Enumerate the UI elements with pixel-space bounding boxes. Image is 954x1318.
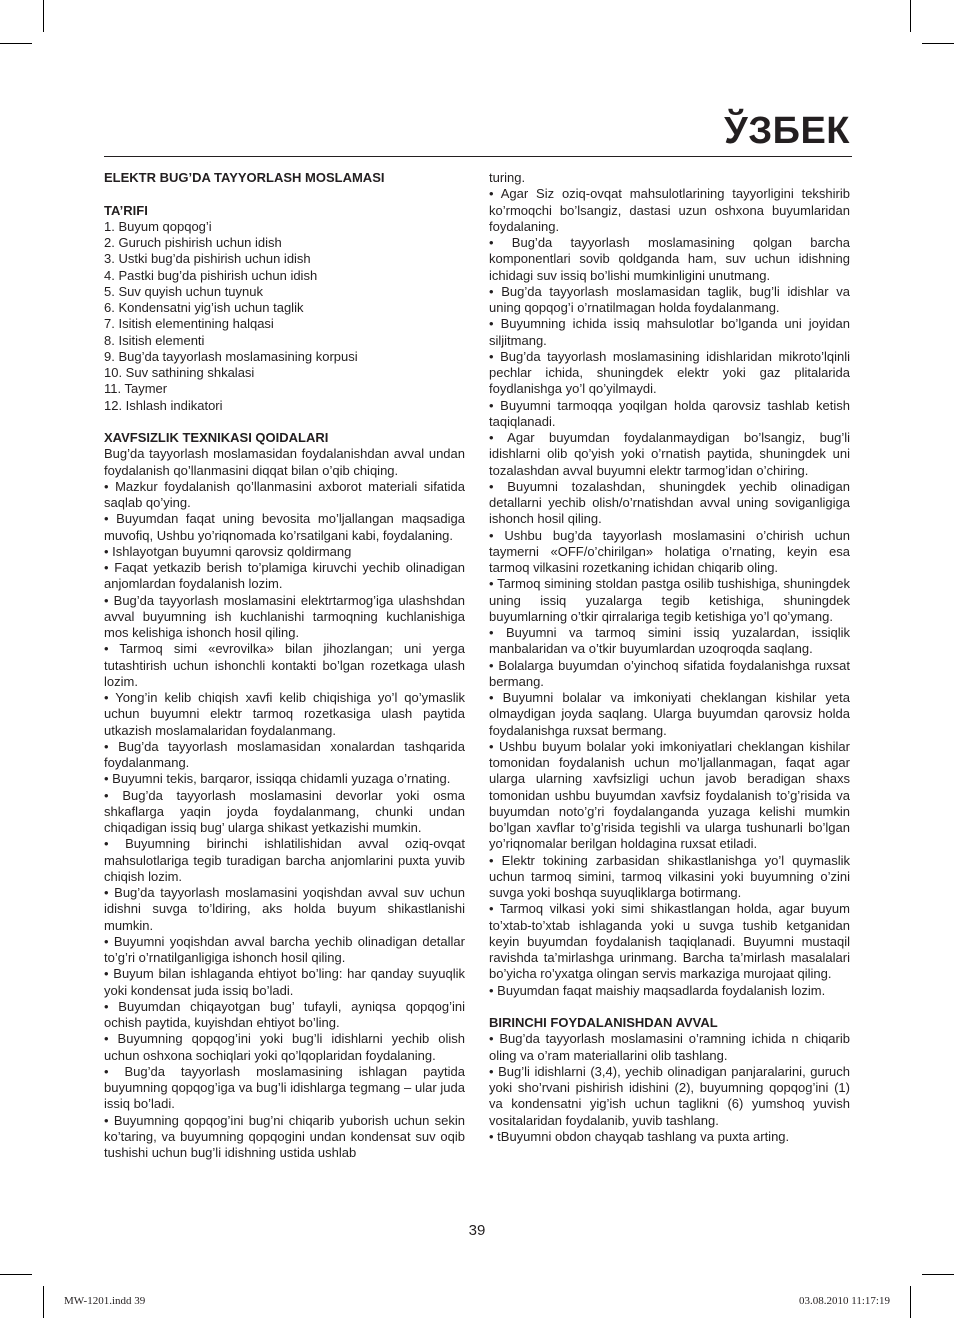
safety-paragraph: • Bug’da tayyorlash moslamasini elektrtarmog’iga ulashshdan avval buyumning ish kuchlanishi tarmoqning kuchlanishiga mos kelishiga ishonch hosil qiling. bbox=[104, 592, 465, 640]
footer-datetime: 03.08.2010 11:17:19 bbox=[799, 1295, 890, 1307]
safety-paragraph: • Buyumni bolalar va imkoniyati cheklangan kishilar yeta olmaydigan joyda saqlang. Ularga buyumdan qarovsiz holda foydalanishga ruxsat bermang. bbox=[489, 690, 850, 738]
safety-paragraph: • Tarmoq simi «evrovilka» bilan jihozlangan; uni yerga tutashtirish uchun ishonchli kontakti bo’lgan rozetkaga ulash lozim. bbox=[104, 641, 465, 689]
crop-mark-bl-h bbox=[0, 1274, 32, 1275]
section-heading-safety: XAVFSIZLIK TEXNIKASI QOIDALARI bbox=[104, 430, 329, 445]
first-use-paragraph: • Bug’da tayyorlash moslamasini o’ramning ichida n chiqarib oling va o’ram materiallarini olib tashlang. bbox=[489, 1031, 850, 1063]
parts-list-item: 11. Taymer bbox=[104, 381, 168, 397]
safety-paragraph: • Bug’da tayyorlash moslamasini devorlar yoki osma shkaflarga yaqin joyda foydalanmang, chunki undan chiqadigan issiq bug’ ularga shikast yetkazishi mumkin. bbox=[104, 787, 465, 835]
safety-paragraph: • Bolalarga buyumdan o’yinchoq sifatida foydalanishga ruxsat bermang. bbox=[489, 657, 850, 689]
safety-paragraph: • Bug’da tayyorlash moslamasidan xonalardan tashqarida foydalanmang. bbox=[104, 738, 465, 770]
parts-list-item: 9. Bug’da tayyorlash moslamasining korpusi bbox=[104, 348, 358, 364]
right-column bbox=[489, 170, 850, 1145]
left-column bbox=[104, 170, 465, 1161]
safety-paragraph: • Bug’da tayyorlash moslamasidan taglik, bug’li idishlar va uning qopqog’i o’rnatilmagan holda foydalanmang. bbox=[489, 283, 850, 315]
safety-paragraph: • Faqat yetkazib berish to’plamiga kiruvchi yechib olinadigan anjomlardan foydalanish lozim. bbox=[104, 560, 465, 592]
safety-paragraph: • Elektr tokining zarbasidan shikastlanishga yo’l quymaslik uchun tarmoq simini, tarmoq vilkasini yoki buyumning o’zini suvga yoki boshqa suyuqliklarga botirmang. bbox=[489, 852, 850, 900]
crop-mark-br-v bbox=[910, 1286, 911, 1318]
title-rule bbox=[104, 156, 852, 157]
safety-paragraph: • Buyumning ichida issiq mahsulotlar bo’lganda uni joyidan siljitmang. bbox=[489, 316, 850, 348]
safety-paragraph: Bug’da tayyorlash moslamasidan foydalanishdan avval undan foydalanish qo’llanmasini diqqat bilan o’qib chiqing. bbox=[104, 446, 465, 478]
crop-mark-tl-v bbox=[43, 0, 44, 32]
crop-mark-tl-h bbox=[0, 43, 32, 44]
footer-file-info: MW-1201.indd 39 bbox=[64, 1295, 146, 1307]
parts-list-item: 2. Guruch pishirish uchun idish bbox=[104, 235, 282, 250]
safety-paragraph: • Ushbu bug’da tayyorlash moslamasini o’chirish uchun taymerni «OFF/o’chirilgan» holatiga o’rnating, keyin esa tarmoq vilkasini rozetkaning ichidan chiqarib oling. bbox=[489, 527, 850, 575]
parts-list-item: 7. Isitish elementining halqasi bbox=[104, 316, 274, 332]
first-use-paragraph: • tBuyumni obdon chayqab tashlang va puxta arting. bbox=[489, 1128, 790, 1144]
crop-mark-tr-h bbox=[922, 43, 954, 44]
safety-paragraph: • Buyumning qopqog’ini yoki bug’li idishlarni yechib olish uchun oshxona sochiqlari yoki qo’lqoplaridan foydalaning. bbox=[104, 1031, 465, 1063]
safety-paragraph: • Agar Siz oziq-ovqat mahsulotlarining tayyorligini tekshirib ko’rmoqchi bo’lsangiz, dastasi uzun oshxona buyumlaridan foydalaning. bbox=[489, 186, 850, 234]
parts-list bbox=[104, 219, 465, 414]
section-heading-main: ELEKTR BUG’DA TAYYORLASH MOSLAMASI bbox=[104, 170, 385, 185]
parts-list-item: 3. Ustki bug’da pishirish uchun idish bbox=[104, 251, 311, 267]
safety-paragraph: • Bug’da tayyorlash moslamasini yoqishdan avval suv uchun idishni suvga to’ldiring, aks holda buyum shikastlanishi mumkin. bbox=[104, 885, 465, 933]
safety-paragraph: • Buyumning birinchi ishlatilishidan avval oziq-ovqat mahsulotlariga tegib turadigan barcha anjomlarini puxta yuvib chiqish lozim. bbox=[104, 836, 465, 884]
first-use-paragraph: • Bug’li idishlarni (3,4), yechib olinadigan panjaralarini, guruch yoki sho’rvani pishirish idishini (2), buyumning qopqog’ini (1) va kondensatni yig’ish uchun taglikni (6) yumshoq yuvish vositalaridan foydalanib, yuvib tashlang. bbox=[489, 1063, 850, 1128]
parts-list-item: 4. Pastki bug’da pishirish uchun idish bbox=[104, 267, 318, 283]
safety-paragraph: • Buyumning qopqog’ini bug’ni chiqarib yuborish uchun sekin ko’taring, va buyumning qopqogini undan kondensat suv oqib tushishi uchun bug’li idishning ustida ushlab bbox=[104, 1112, 465, 1160]
safety-paragraph: • Tarmoq simining stoldan pastga osilib tushishiga, shuningdek uning issiq yuzalarga tegib ketishiga, shuningdek buyumlarning o’tkir qirralariga tegib ketishiga yo’l qo’ymang. bbox=[489, 576, 850, 624]
safety-paragraph: • Bug’da tayyorlash moslamasining ishlagan paytida buyumning qopqog’iga va bug’li idishlarga tegmang – ular juda issiq bo’ladi. bbox=[104, 1063, 465, 1112]
page-number: 39 bbox=[468, 1222, 486, 1239]
safety-paragraph: turing. bbox=[489, 170, 526, 185]
crop-mark-br-h bbox=[922, 1274, 954, 1275]
safety-paragraph: • Mazkur foydalanish qo’llanmasini axborot materiali sifatida saqlab qo’ying. bbox=[104, 478, 465, 510]
parts-list-item: 10. Suv sathining shkalasi bbox=[104, 365, 255, 380]
safety-paragraph: • Buyumdan faqat maishiy maqsadlarda foydalanish lozim. bbox=[489, 982, 826, 998]
safety-paragraph: • Agar buyumdan foydalanmaydigan bo’lsangiz, bug’li idishlarni olib qo’yish yoki o’rnatish paytida, shuningdek uni tozalashdan avval buyumni elektr tarmog’idan o’chiring. bbox=[489, 430, 850, 478]
language-title: ЎЗБЕК bbox=[724, 110, 850, 152]
safety-paragraph: • Buyumni tozalashdan, shuningdek yechib olinadigan detallarni yechib olish/o’rnatishdan avval uning soviganligiga ishonch hosil qiling. bbox=[489, 478, 850, 527]
safety-paragraph: • Bug’da tayyorlash moslamasining qolgan barcha komponentlari sovib qoldganda ham, suv uchun idishning ichidagi suv issiq bo’lishi mumkinligini unutmang. bbox=[489, 235, 850, 283]
section-heading-description: TA’RIFI bbox=[104, 202, 148, 218]
safety-paragraph: • Buyumni tarmoqqa yoqilgan holda qarovsiz tashlab ketish taqiqlanadi. bbox=[489, 397, 850, 429]
section-heading-first-use: BIRINCHI FOYDALANISHDAN AVVAL bbox=[489, 1015, 718, 1030]
safety-paragraph: • Buyumdan faqat uning bevosita mo’ljallangan maqsadiga muvofiq, Ushbu yo’riqnomada ko’rsatilgani kabi, foydalaning. bbox=[104, 511, 465, 543]
safety-paragraph: • Buyum bilan ishlaganda ehtiyot bo’ling: har qanday suyuqlik yoki kondensat juda issiq bo’ladi. bbox=[104, 966, 465, 998]
parts-list-item: 8. Isitish elementi bbox=[104, 332, 205, 348]
safety-paragraph: • Buyumni va tarmoq simini issiq yuzalardan, issiqlik manbalaridan va o’tkir buyumlardan uzoqroqda saqlang. bbox=[489, 625, 850, 657]
safety-paragraph: • Tarmoq vilkasi yoki simi shikastlangan holda, agar buyum to’xtab-to’xtab ishlaganda yoki u suvga tushib ketganidan keyin buyumdan foydalanish taqiqlanadi. Buyumni mustaqil ravishda ta’mirlashga urinmang. Barcha ta’mirlash masalalari bo’yicha ro’yxatga olingan servis markaziga murojaat qiling. bbox=[489, 901, 850, 982]
parts-list-item: 6. Kondensatni yig’ish uchun taglik bbox=[104, 300, 304, 315]
safety-paragraph: • Buyumdan chiqayotgan bug’ tufayli, ayniqsa qopqog’ini ochish paytida, kuyishdan ehtiyot bo’ling. bbox=[104, 998, 465, 1030]
safety-paragraph: • Ushbu buyum bolalar yoki imkoniyatlari cheklangan kishilar tomonidan foydalanish uchun mo’ljallanmagan, faqat agar ularga ularning xavfsizligi uchun javob beradigan shaxs tomonidan ushbu buyumdan xavfsiz foydalanish to’g’risida va buyumdan noto’g’ri foydalanganda yuzaga kelishi mumkin bo’lgan xavflar to’g’risida tegishli va ularga tushunarli bo’lgan yo’riqnomalar berilgan holdagina ruxsat etiladi. bbox=[489, 738, 850, 852]
safety-paragraph: • Buyumni tekis, barqaror, issiqqa chidamli yuzaga o’rnating. bbox=[104, 771, 451, 787]
parts-list-item: 5. Suv quyish uchun tuynuk bbox=[104, 283, 263, 299]
crop-mark-tr-v bbox=[910, 0, 911, 32]
safety-paragraph: • Ishlayotgan buyumni qarovsiz qoldirmang bbox=[104, 543, 352, 559]
safety-paragraph: • Yong’in kelib chiqish xavfi kelib chiqishiga yo’l qo’ymaslik uchun buyumni elektr tarmoq rozetkasiga ulash paytida utkazish moslamalaridan foydalanmang. bbox=[104, 690, 465, 738]
safety-paragraph: • Bug’da tayyorlash moslamasining idishlaridan mikroto’lqinli pechlar ichida, shuningdek elektr yoki gaz plitalarida foydlanishga yo’l qo’yilmaydi. bbox=[489, 348, 850, 397]
parts-list-item: 12. Ishlash indikatori bbox=[104, 397, 223, 413]
parts-list-item: 1. Buyum qopqog’i bbox=[104, 218, 212, 234]
safety-paragraph: • Buyumni yoqishdan avval barcha yechib olinadigan detallar to’g’ri o’rnatilganligiga ishonch hosil qiling. bbox=[104, 933, 465, 965]
crop-mark-bl-v bbox=[43, 1286, 44, 1318]
